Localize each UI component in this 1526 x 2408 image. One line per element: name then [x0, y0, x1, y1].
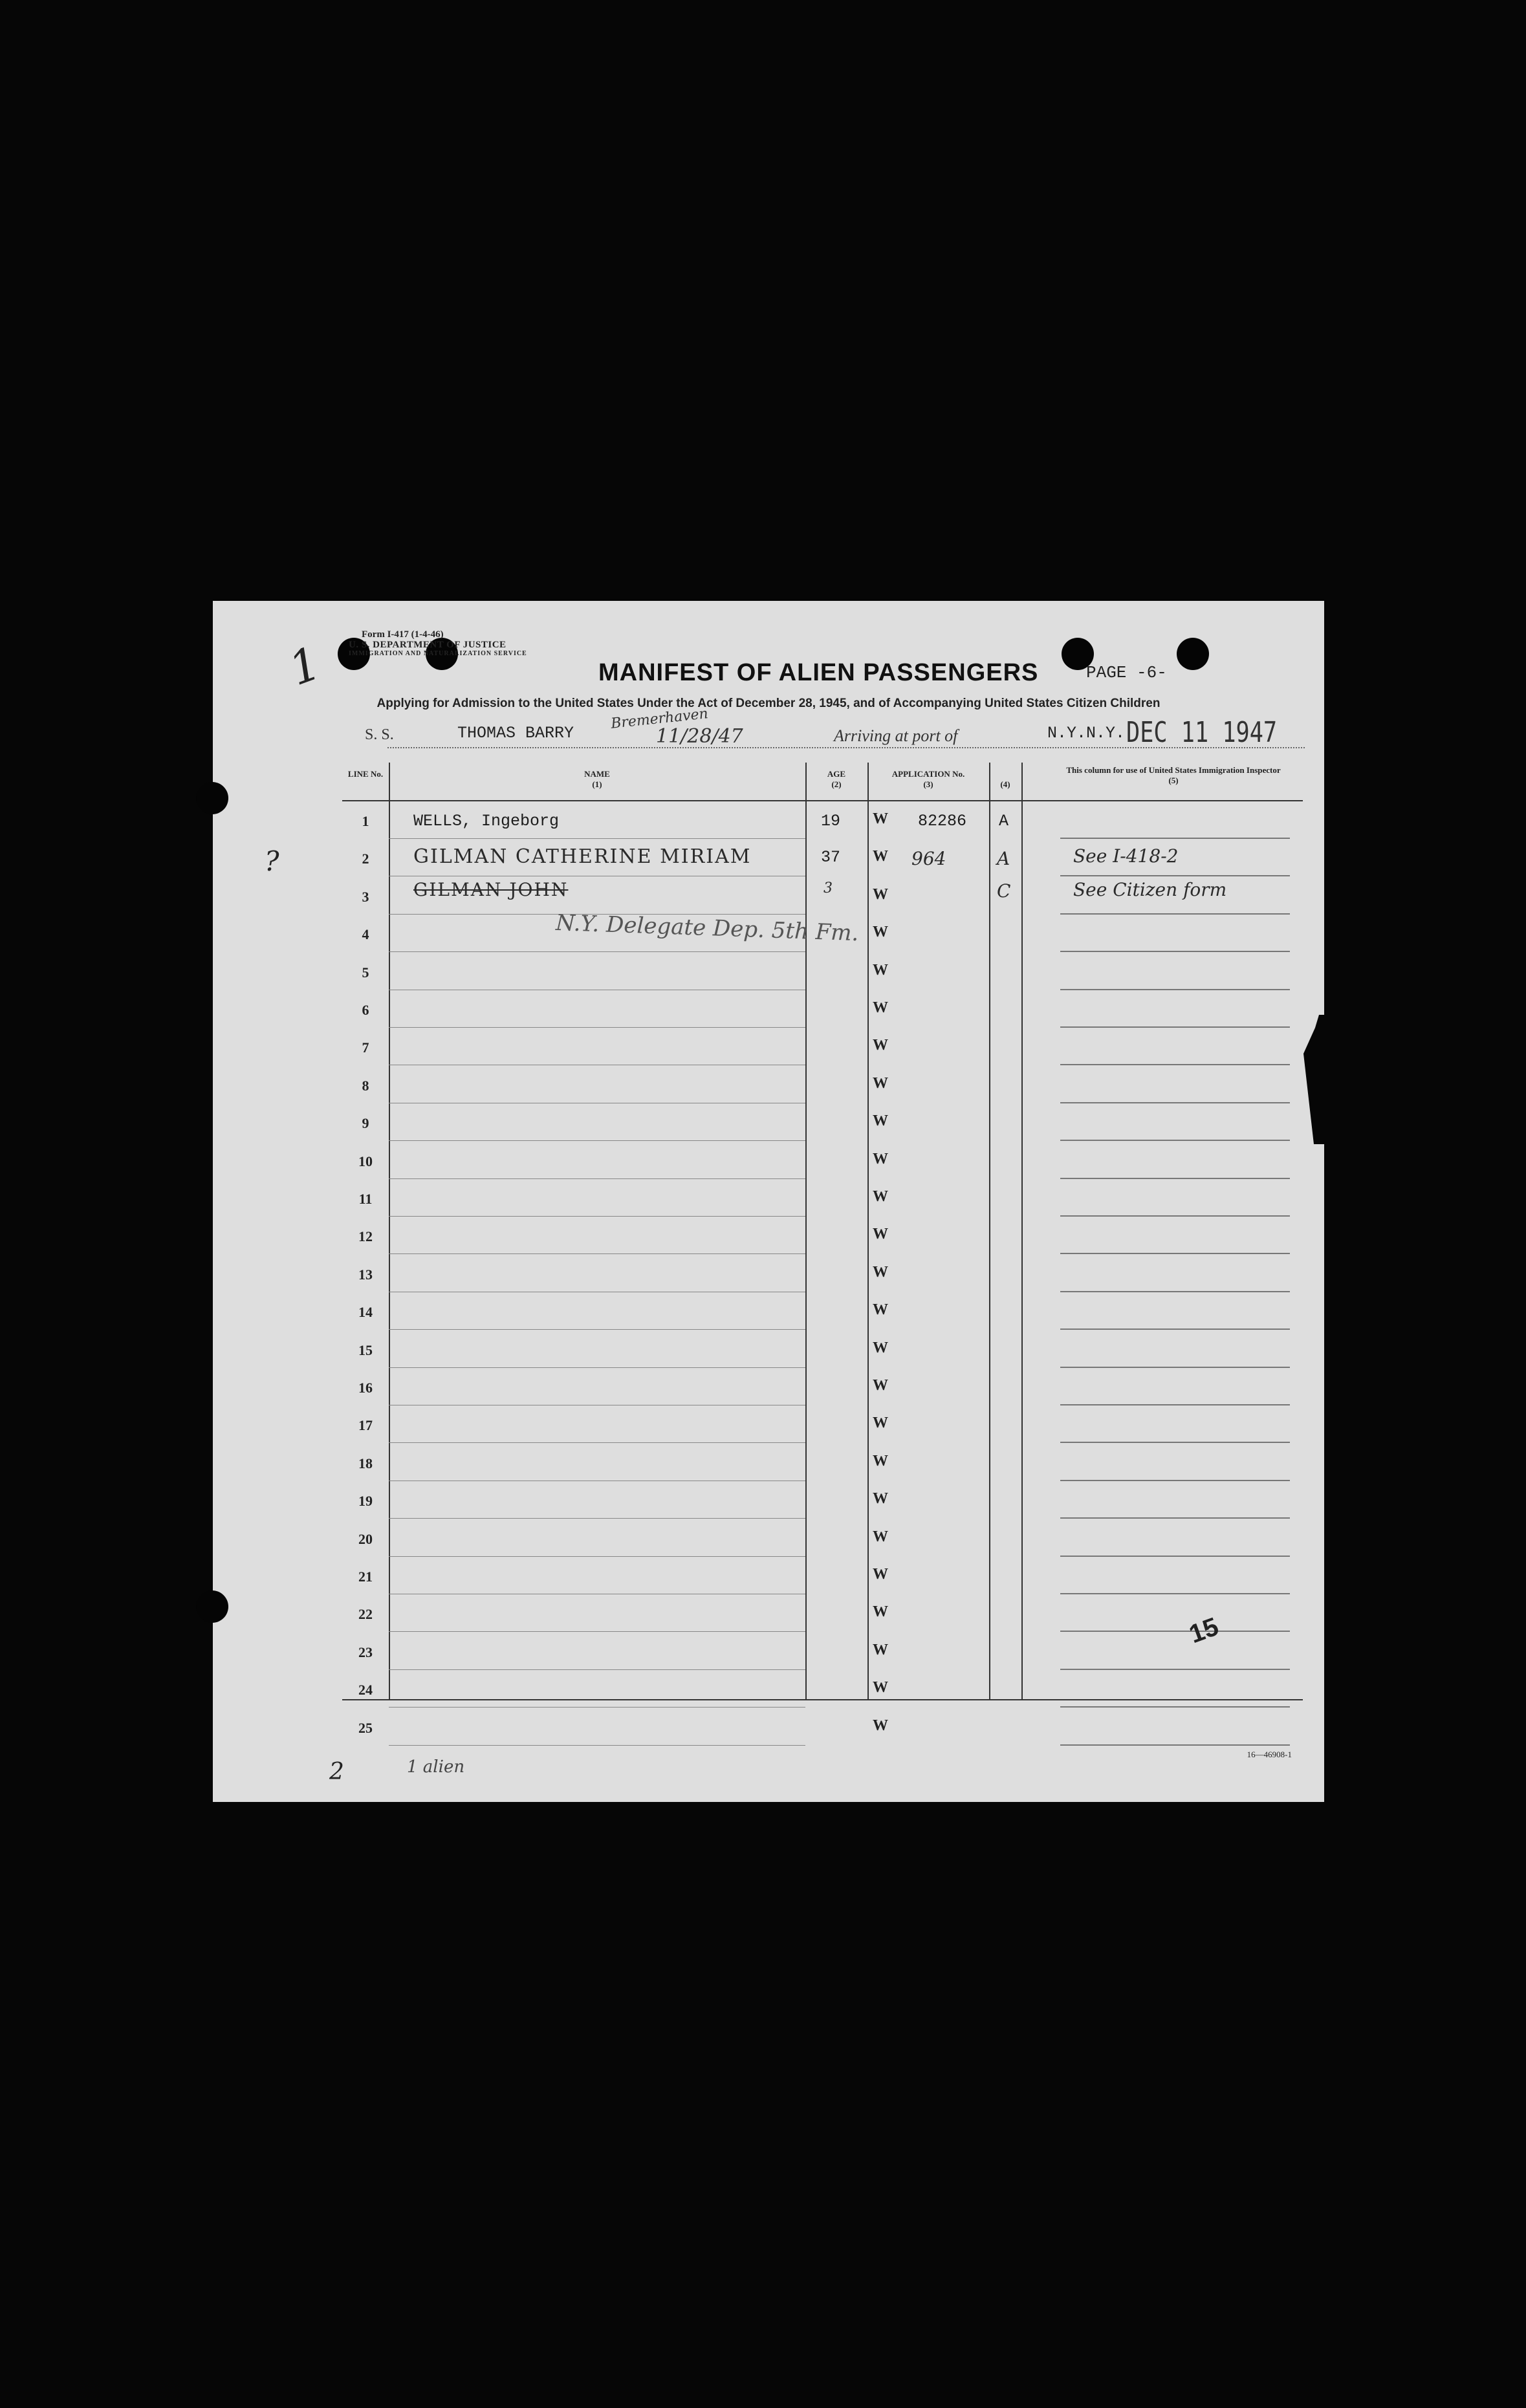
application-prefix-w: W	[873, 1490, 888, 1508]
entry-3-inspector-note: See Citizen form	[1073, 879, 1227, 900]
application-prefix-w: W	[873, 1074, 888, 1092]
application-prefix-w: W	[873, 1112, 888, 1130]
arrival-port: N.Y.N.Y.	[1047, 724, 1126, 743]
table-row	[342, 990, 1303, 1028]
line-number: 10	[358, 1153, 373, 1169]
application-prefix-w: W	[873, 1566, 888, 1583]
line-number: 17	[358, 1417, 373, 1434]
application-prefix-w: W	[873, 1717, 888, 1734]
table-row	[342, 1292, 1303, 1330]
punch-hole-top-4	[1177, 638, 1209, 670]
form-number: Form I-417 (1-4-46)	[362, 629, 444, 640]
service-name: IMMIGRATION AND NATURALIZATION SERVICE	[349, 650, 527, 657]
application-prefix-w: W	[873, 1641, 888, 1658]
table-row	[342, 1142, 1303, 1179]
table-row	[342, 1481, 1303, 1519]
line-number: 16	[358, 1380, 373, 1396]
table-row	[342, 1103, 1303, 1141]
line-number: 2	[362, 851, 369, 867]
application-prefix-w: W	[873, 1226, 888, 1243]
line-number: 21	[358, 1568, 373, 1585]
table-row	[342, 953, 1303, 990]
header-application-num: (3)	[923, 779, 933, 789]
application-prefix-w: W	[873, 1528, 888, 1545]
line-number: 12	[358, 1228, 373, 1245]
header-inspector	[1054, 765, 1293, 786]
table-row	[342, 1708, 1303, 1746]
entry-1-class: A	[999, 812, 1009, 830]
header-age-label: AGE	[827, 769, 846, 779]
application-prefix-w: W	[873, 1263, 888, 1281]
line-number: 1	[362, 813, 369, 829]
handwritten-delegate-note: N.Y. Delegate Dep. 5th Fm.	[555, 909, 860, 947]
application-prefix-w: W	[873, 1150, 888, 1167]
ship-name: THOMAS BARRY	[457, 724, 574, 743]
margin-question-mark: ?	[265, 845, 279, 877]
table-bottom-rule	[342, 1699, 1303, 1700]
header-line-no: LINE No.	[347, 769, 384, 779]
entry-2-inspector-note: See I-418-2	[1073, 845, 1179, 867]
table-row	[342, 1557, 1303, 1594]
handwritten-departure-date: 11/28/47	[656, 725, 743, 748]
entry-1-name: WELLS, Ingeborg	[413, 812, 560, 830]
table-row	[342, 1519, 1303, 1557]
application-prefix-w: W	[873, 1603, 888, 1621]
arrival-date-stamp: DEC 11 1947	[1126, 716, 1278, 749]
header-inspector-label: This column for use of United States Immigration Inspector	[1066, 765, 1281, 775]
table-row	[342, 1444, 1303, 1481]
application-prefix-w: W	[873, 999, 888, 1016]
header-name	[389, 769, 805, 790]
table-row	[342, 1368, 1303, 1405]
header-col4-num: (4)	[1000, 779, 1010, 789]
line-number: 13	[358, 1266, 373, 1283]
entry-2-class: A	[997, 848, 1010, 869]
application-prefix-w: W	[873, 1415, 888, 1432]
table-row	[342, 1255, 1303, 1292]
form-subtitle: Applying for Admission to the United States Under the Act of December 28, 1945, and of Accompanying United States Citizen Children	[376, 697, 1161, 710]
header-application-label: APPLICATION No.	[891, 769, 965, 779]
margin-check-mark: 1	[282, 636, 328, 697]
line-number: 3	[362, 888, 369, 905]
application-prefix-w: W	[873, 1452, 888, 1470]
passenger-table	[265, 763, 1303, 1736]
footer-alien-note: 1 alien	[407, 1757, 465, 1777]
line-number: 20	[358, 1530, 373, 1547]
footer-code: 16—46908-1	[1247, 1750, 1292, 1759]
table-row	[342, 1179, 1303, 1217]
line-number: 15	[358, 1341, 373, 1358]
inspector-line	[1060, 1744, 1290, 1746]
line-number: 8	[362, 1077, 369, 1094]
line-number: 9	[362, 1115, 369, 1132]
application-prefix-w: W	[873, 848, 888, 865]
page-title: MANIFEST OF ALIEN PASSENGERS	[598, 659, 1039, 686]
line-number: 22	[358, 1606, 373, 1623]
entry-1-application: 82286	[918, 812, 967, 830]
application-prefix-w: W	[873, 1679, 888, 1697]
application-prefix-w: W	[873, 885, 888, 903]
page-number: PAGE -6-	[1086, 663, 1167, 682]
table-row	[342, 1217, 1303, 1254]
header-age	[805, 769, 867, 790]
line-number: 19	[358, 1493, 373, 1510]
voyage-row	[213, 706, 1324, 750]
application-prefix-w: W	[873, 1339, 888, 1356]
line-number: 4	[362, 926, 369, 943]
entry-3-age: 3	[823, 880, 833, 896]
line-number: 5	[362, 964, 369, 981]
table-row	[342, 1632, 1303, 1670]
ss-label: S. S.	[365, 726, 394, 743]
page-stamp-number: 15	[1185, 1612, 1223, 1649]
header-application	[867, 769, 989, 790]
table-row	[342, 1594, 1303, 1632]
table-row	[342, 1670, 1303, 1708]
entry-1-age: 19	[821, 812, 841, 830]
table-row	[342, 1066, 1303, 1103]
line-number: 24	[358, 1682, 373, 1698]
entry-2-application: 964	[911, 848, 946, 869]
entry-2-age: 37	[821, 848, 841, 867]
line-number: 7	[362, 1039, 369, 1056]
line-number: 14	[358, 1304, 373, 1321]
application-prefix-w: W	[873, 1188, 888, 1205]
header-name-num: (1)	[592, 779, 602, 789]
line-number: 23	[358, 1643, 373, 1660]
arriving-label: Arriving at port of	[834, 726, 958, 745]
line-number: 18	[358, 1455, 373, 1471]
punch-hole-left-1	[196, 782, 228, 814]
footer-count: 2	[329, 1759, 344, 1785]
punch-hole-left-2	[196, 1590, 228, 1623]
table-row	[342, 1405, 1303, 1443]
line-number: 6	[362, 1002, 369, 1018]
header-name-label: NAME	[584, 769, 610, 779]
line-number: 11	[358, 1191, 373, 1207]
application-prefix-w: W	[873, 924, 888, 941]
entry-3-class: C	[997, 880, 1011, 902]
entry-2-name: GILMAN CATHERINE MIRIAM	[413, 845, 752, 868]
department-name: U. S. DEPARTMENT OF JUSTICE	[349, 640, 507, 650]
table-row	[342, 1028, 1303, 1065]
application-prefix-w: W	[873, 961, 888, 979]
application-prefix-w: W	[873, 1301, 888, 1319]
table-row	[342, 1330, 1303, 1368]
line-number: 25	[358, 1719, 373, 1736]
entry-3-name: GILMAN JOHN	[413, 879, 569, 900]
handwritten-port-note: Bremerhaven	[610, 706, 709, 732]
voyage-dotted-line	[387, 747, 1305, 748]
application-prefix-w: W	[873, 810, 888, 827]
header-inspector-num: (5)	[1168, 776, 1179, 785]
application-prefix-w: W	[873, 1037, 888, 1054]
application-prefix-w: W	[873, 1377, 888, 1394]
row-rule	[389, 1745, 805, 1746]
manifest-sheet	[213, 601, 1324, 1802]
header-age-num: (2)	[831, 779, 842, 789]
header-col4	[989, 769, 1021, 790]
